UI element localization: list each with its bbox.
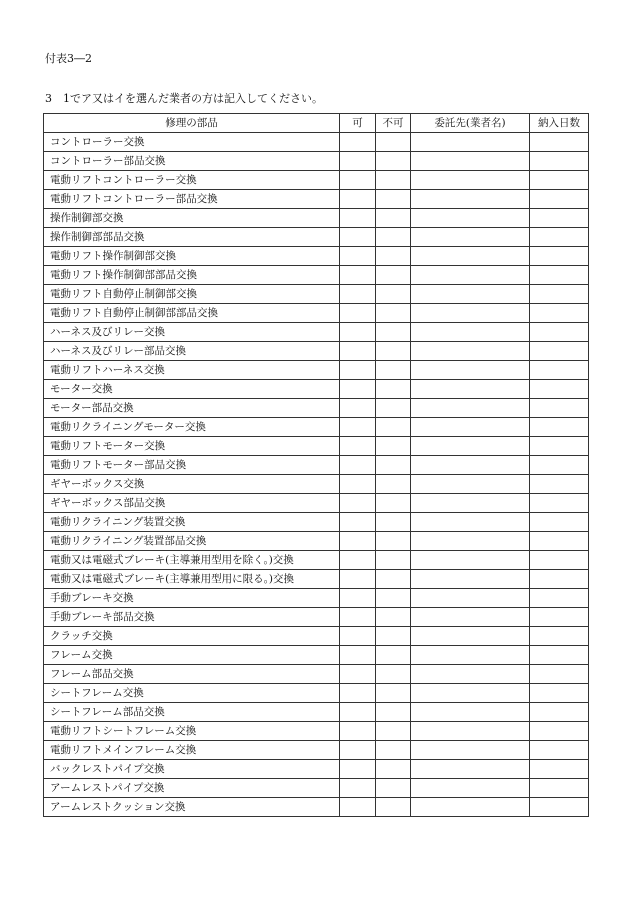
days-cell[interactable]: [530, 608, 589, 627]
ok-cell[interactable]: [340, 722, 376, 741]
ok-cell[interactable]: [340, 779, 376, 798]
table-row: [44, 323, 589, 342]
part-name-cell: フレーム部品交換: [44, 665, 340, 684]
header-part: 修理の部品: [44, 114, 340, 133]
vendor-cell[interactable]: [411, 722, 530, 741]
days-cell[interactable]: [530, 266, 589, 285]
part-name-cell: 電動リフト自動停止制御部交換: [44, 285, 340, 304]
ok-cell[interactable]: [340, 532, 376, 551]
ok-cell[interactable]: [340, 513, 376, 532]
vendor-cell[interactable]: [411, 665, 530, 684]
part-name-cell: バックレストパイプ交換: [44, 760, 340, 779]
part-name-cell: モーター交換: [44, 380, 340, 399]
vendor-cell[interactable]: [411, 209, 530, 228]
days-cell[interactable]: [530, 551, 589, 570]
vendor-cell[interactable]: [411, 456, 530, 475]
vendor-cell[interactable]: [411, 152, 530, 171]
table-row: [44, 703, 589, 722]
ng-cell[interactable]: [376, 342, 411, 361]
part-name-cell: 電動リフトハーネス交換: [44, 361, 340, 380]
vendor-cell[interactable]: [411, 190, 530, 209]
ng-cell[interactable]: [376, 133, 411, 152]
table-row: [44, 304, 589, 323]
header-vendor: 委託先(業者名): [411, 114, 530, 133]
days-cell[interactable]: [530, 494, 589, 513]
table-row: [44, 190, 589, 209]
days-cell[interactable]: [530, 418, 589, 437]
days-cell[interactable]: [530, 703, 589, 722]
days-cell[interactable]: [530, 513, 589, 532]
days-cell[interactable]: [530, 798, 589, 817]
document-title: 付表3―2: [45, 52, 92, 65]
table-row: [44, 437, 589, 456]
vendor-cell[interactable]: [411, 532, 530, 551]
vendor-cell[interactable]: [411, 228, 530, 247]
part-name-cell: 手動ブレーキ部品交換: [44, 608, 340, 627]
days-cell[interactable]: [530, 209, 589, 228]
ok-cell[interactable]: [340, 418, 376, 437]
part-name-cell: 操作制御部交換: [44, 209, 340, 228]
ok-cell[interactable]: [340, 342, 376, 361]
part-name-cell: 電動リフトコントローラー部品交換: [44, 190, 340, 209]
ok-cell[interactable]: [340, 190, 376, 209]
ok-cell[interactable]: [340, 209, 376, 228]
ng-cell[interactable]: [376, 171, 411, 190]
vendor-cell[interactable]: [411, 684, 530, 703]
days-cell[interactable]: [530, 684, 589, 703]
ng-cell[interactable]: [376, 665, 411, 684]
table-row: [44, 133, 589, 152]
table-row: [44, 741, 589, 760]
ng-cell[interactable]: [376, 399, 411, 418]
vendor-cell[interactable]: [411, 646, 530, 665]
ok-cell[interactable]: [340, 646, 376, 665]
vendor-cell[interactable]: [411, 551, 530, 570]
vendor-cell[interactable]: [411, 475, 530, 494]
ok-cell[interactable]: [340, 152, 376, 171]
part-name-cell: 電動リフトメインフレーム交換: [44, 741, 340, 760]
table-row: [44, 152, 589, 171]
part-name-cell: コントローラー部品交換: [44, 152, 340, 171]
table-row: [44, 532, 589, 551]
ng-cell[interactable]: [376, 513, 411, 532]
ng-cell[interactable]: [376, 304, 411, 323]
ng-cell[interactable]: [376, 456, 411, 475]
part-name-cell: 電動リフトモーター部品交換: [44, 456, 340, 475]
table-body: [44, 133, 589, 817]
vendor-cell[interactable]: [411, 361, 530, 380]
days-cell[interactable]: [530, 665, 589, 684]
ng-cell[interactable]: [376, 551, 411, 570]
table-row: [44, 760, 589, 779]
part-name-cell: 電動リフトモーター交換: [44, 437, 340, 456]
ok-cell[interactable]: [340, 798, 376, 817]
part-name-cell: 操作制御部部品交換: [44, 228, 340, 247]
table-row: [44, 627, 589, 646]
ok-cell[interactable]: [340, 627, 376, 646]
ok-cell[interactable]: [340, 684, 376, 703]
ok-cell[interactable]: [340, 475, 376, 494]
table-row: [44, 779, 589, 798]
days-cell[interactable]: [530, 285, 589, 304]
ok-cell[interactable]: [340, 570, 376, 589]
table-row: [44, 551, 589, 570]
days-cell[interactable]: [530, 342, 589, 361]
ng-cell[interactable]: [376, 532, 411, 551]
header-days: 納入日数: [530, 114, 589, 133]
ng-cell[interactable]: [376, 361, 411, 380]
table-header-row: [44, 114, 589, 133]
ng-cell[interactable]: [376, 608, 411, 627]
vendor-cell[interactable]: [411, 798, 530, 817]
part-name-cell: 電動リフト自動停止制御部部品交換: [44, 304, 340, 323]
table-row: [44, 665, 589, 684]
part-name-cell: ハーネス及びリレー交換: [44, 323, 340, 342]
table-row: [44, 608, 589, 627]
table-row: [44, 209, 589, 228]
table-row: [44, 798, 589, 817]
ng-cell[interactable]: [376, 741, 411, 760]
part-name-cell: 電動又は電磁式ブレーキ(主導兼用型用に限る。)交換: [44, 570, 340, 589]
ok-cell[interactable]: [340, 380, 376, 399]
days-cell[interactable]: [530, 760, 589, 779]
part-name-cell: アームレストパイプ交換: [44, 779, 340, 798]
part-name-cell: 電動リフト操作制御部部品交換: [44, 266, 340, 285]
ng-cell[interactable]: [376, 760, 411, 779]
days-cell[interactable]: [530, 456, 589, 475]
instruction-text: 3 1でア又はイを選んだ業者の方は記入してください。: [45, 92, 323, 105]
part-name-cell: フレーム交換: [44, 646, 340, 665]
ng-cell[interactable]: [376, 190, 411, 209]
days-cell[interactable]: [530, 323, 589, 342]
vendor-cell[interactable]: [411, 133, 530, 152]
days-cell[interactable]: [530, 532, 589, 551]
part-name-cell: 電動リクライニング装置部品交換: [44, 532, 340, 551]
vendor-cell[interactable]: [411, 494, 530, 513]
ok-cell[interactable]: [340, 323, 376, 342]
ng-cell[interactable]: [376, 266, 411, 285]
days-cell[interactable]: [530, 437, 589, 456]
vendor-cell[interactable]: [411, 760, 530, 779]
ok-cell[interactable]: [340, 247, 376, 266]
table-row: [44, 570, 589, 589]
vendor-cell[interactable]: [411, 779, 530, 798]
vendor-cell[interactable]: [411, 171, 530, 190]
vendor-cell[interactable]: [411, 608, 530, 627]
vendor-cell[interactable]: [411, 380, 530, 399]
ok-cell[interactable]: [340, 703, 376, 722]
ok-cell[interactable]: [340, 437, 376, 456]
ng-cell[interactable]: [376, 228, 411, 247]
header-ng: 不可: [376, 114, 411, 133]
table-row: [44, 646, 589, 665]
vendor-cell[interactable]: [411, 304, 530, 323]
ok-cell[interactable]: [340, 133, 376, 152]
ng-cell[interactable]: [376, 684, 411, 703]
ng-cell[interactable]: [376, 570, 411, 589]
table-row: [44, 380, 589, 399]
ok-cell[interactable]: [340, 608, 376, 627]
table-row: [44, 475, 589, 494]
ng-cell[interactable]: [376, 589, 411, 608]
table-row: [44, 494, 589, 513]
ng-cell[interactable]: [376, 323, 411, 342]
days-cell[interactable]: [530, 589, 589, 608]
vendor-cell[interactable]: [411, 513, 530, 532]
vendor-cell[interactable]: [411, 741, 530, 760]
part-name-cell: コントローラー交換: [44, 133, 340, 152]
part-name-cell: 電動リクライニングモーター交換: [44, 418, 340, 437]
table-row: [44, 684, 589, 703]
days-cell[interactable]: [530, 722, 589, 741]
table-row: [44, 456, 589, 475]
part-name-cell: シートフレーム部品交換: [44, 703, 340, 722]
days-cell[interactable]: [530, 741, 589, 760]
repair-parts-table: [43, 113, 589, 817]
ng-cell[interactable]: [376, 209, 411, 228]
vendor-cell[interactable]: [411, 570, 530, 589]
part-name-cell: 電動リクライニング装置交換: [44, 513, 340, 532]
days-cell[interactable]: [530, 475, 589, 494]
table-row: [44, 589, 589, 608]
ng-cell[interactable]: [376, 494, 411, 513]
days-cell[interactable]: [530, 399, 589, 418]
part-name-cell: 手動ブレーキ交換: [44, 589, 340, 608]
table-row: [44, 361, 589, 380]
days-cell[interactable]: [530, 570, 589, 589]
vendor-cell[interactable]: [411, 399, 530, 418]
days-cell[interactable]: [530, 646, 589, 665]
vendor-cell[interactable]: [411, 627, 530, 646]
vendor-cell[interactable]: [411, 266, 530, 285]
header-ok: 可: [340, 114, 376, 133]
ok-cell[interactable]: [340, 304, 376, 323]
part-name-cell: 電動リフトシートフレーム交換: [44, 722, 340, 741]
days-cell[interactable]: [530, 304, 589, 323]
ng-cell[interactable]: [376, 779, 411, 798]
table-row: [44, 266, 589, 285]
table-row: [44, 247, 589, 266]
table-row: [44, 342, 589, 361]
table-row: [44, 228, 589, 247]
days-cell[interactable]: [530, 627, 589, 646]
days-cell[interactable]: [530, 779, 589, 798]
days-cell[interactable]: [530, 171, 589, 190]
days-cell[interactable]: [530, 361, 589, 380]
part-name-cell: シートフレーム交換: [44, 684, 340, 703]
table-row: [44, 285, 589, 304]
vendor-cell[interactable]: [411, 285, 530, 304]
vendor-cell[interactable]: [411, 323, 530, 342]
ok-cell[interactable]: [340, 171, 376, 190]
ok-cell[interactable]: [340, 266, 376, 285]
ng-cell[interactable]: [376, 285, 411, 304]
part-name-cell: 電動又は電磁式ブレーキ(主導兼用型用を除く。)交換: [44, 551, 340, 570]
table-row: [44, 418, 589, 437]
ok-cell[interactable]: [340, 741, 376, 760]
ng-cell[interactable]: [376, 247, 411, 266]
part-name-cell: クラッチ交換: [44, 627, 340, 646]
ng-cell[interactable]: [376, 646, 411, 665]
vendor-cell[interactable]: [411, 247, 530, 266]
ng-cell[interactable]: [376, 475, 411, 494]
part-name-cell: ハーネス及びリレー部品交換: [44, 342, 340, 361]
vendor-cell[interactable]: [411, 437, 530, 456]
ok-cell[interactable]: [340, 665, 376, 684]
ng-cell[interactable]: [376, 703, 411, 722]
ok-cell[interactable]: [340, 551, 376, 570]
ok-cell[interactable]: [340, 361, 376, 380]
table-row: [44, 171, 589, 190]
days-cell[interactable]: [530, 190, 589, 209]
days-cell[interactable]: [530, 380, 589, 399]
ok-cell[interactable]: [340, 760, 376, 779]
ng-cell[interactable]: [376, 380, 411, 399]
ng-cell[interactable]: [376, 418, 411, 437]
part-name-cell: ギヤーボックス部品交換: [44, 494, 340, 513]
vendor-cell[interactable]: [411, 342, 530, 361]
ok-cell[interactable]: [340, 589, 376, 608]
ok-cell[interactable]: [340, 494, 376, 513]
days-cell[interactable]: [530, 228, 589, 247]
part-name-cell: ギヤーボックス交換: [44, 475, 340, 494]
ng-cell[interactable]: [376, 627, 411, 646]
ok-cell[interactable]: [340, 285, 376, 304]
days-cell[interactable]: [530, 152, 589, 171]
part-name-cell: アームレストクッション交換: [44, 798, 340, 817]
ng-cell[interactable]: [376, 722, 411, 741]
ng-cell[interactable]: [376, 152, 411, 171]
ok-cell[interactable]: [340, 228, 376, 247]
part-name-cell: 電動リフトコントローラー交換: [44, 171, 340, 190]
part-name-cell: モーター部品交換: [44, 399, 340, 418]
ng-cell[interactable]: [376, 798, 411, 817]
table-row: [44, 513, 589, 532]
table-row: [44, 399, 589, 418]
vendor-cell[interactable]: [411, 589, 530, 608]
days-cell[interactable]: [530, 133, 589, 152]
part-name-cell: 電動リフト操作制御部交換: [44, 247, 340, 266]
ok-cell[interactable]: [340, 399, 376, 418]
vendor-cell[interactable]: [411, 418, 530, 437]
table-row: [44, 722, 589, 741]
days-cell[interactable]: [530, 247, 589, 266]
ng-cell[interactable]: [376, 437, 411, 456]
ok-cell[interactable]: [340, 456, 376, 475]
vendor-cell[interactable]: [411, 703, 530, 722]
